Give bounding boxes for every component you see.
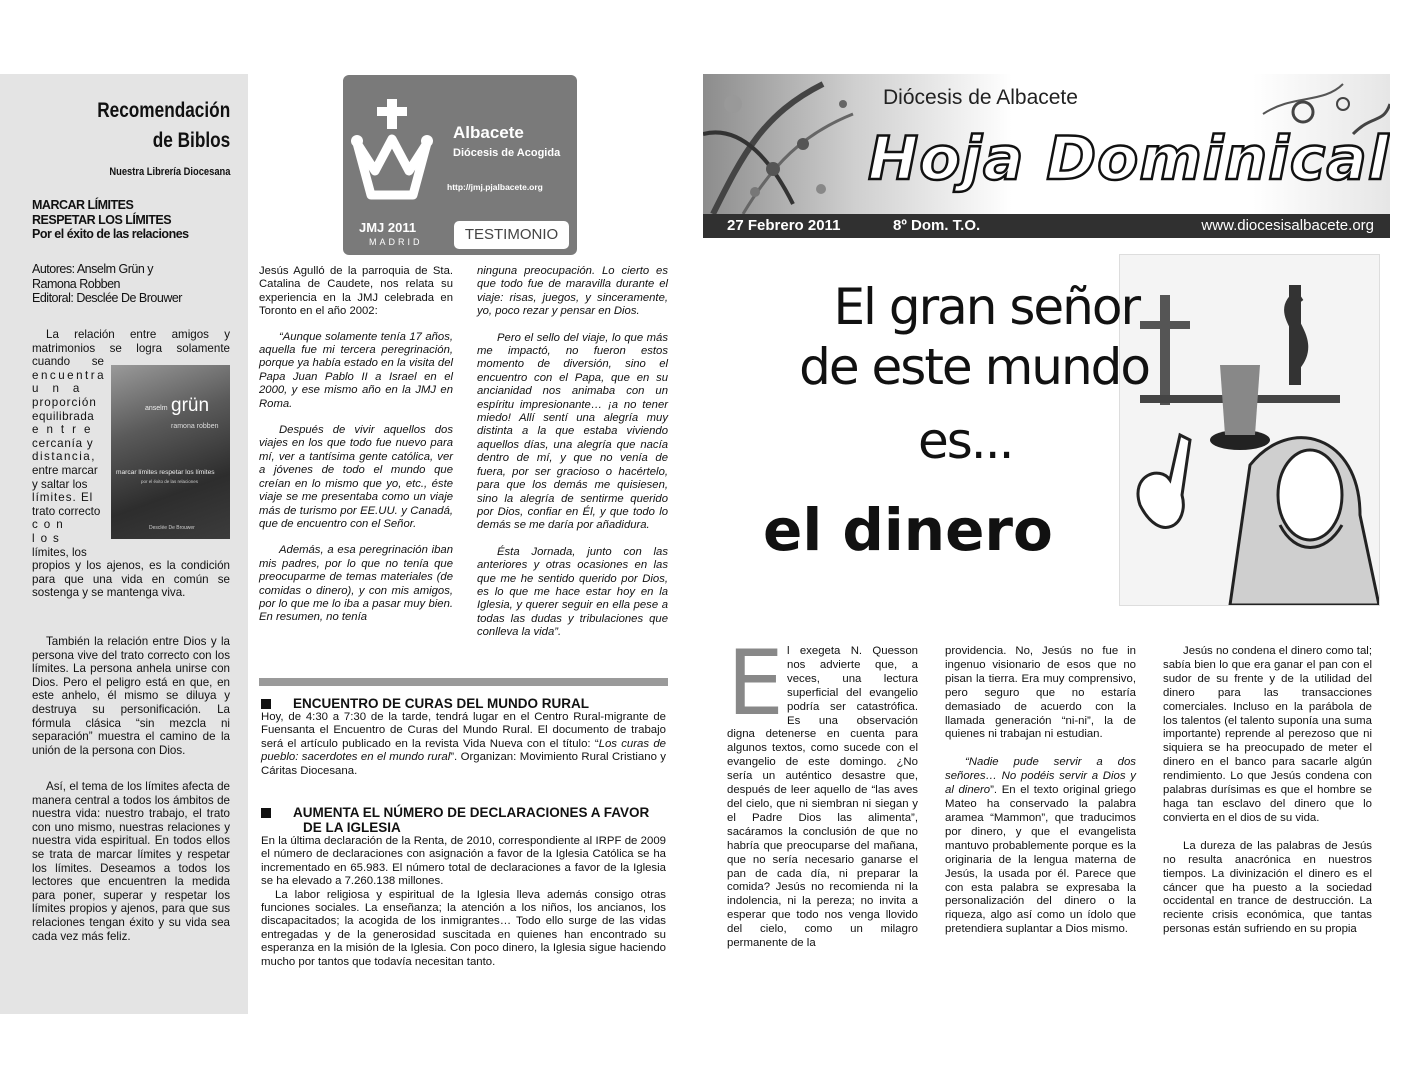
- testimony-paragraph: ninguna preocupación. Lo cierto es que todo fue de maravilla durante el viaje: risas, juegos, y sinceramente, yo, poco rezar y pensar en Dios.: [477, 265, 668, 318]
- jmj-subtitle: Diócesis de Acogida: [453, 147, 561, 159]
- para1-line: límites. El: [32, 491, 94, 505]
- para1-line: matrimonios se logra solamente: [32, 341, 230, 355]
- para1-line: La relación entre amigos y: [46, 328, 230, 341]
- article-line: nos advierte que, a: [787, 658, 918, 671]
- sidebar-title-line1: Recomendación: [96, 99, 230, 122]
- book-title: [32, 198, 189, 242]
- liturgical-sunday: 8º Dom. T.O.: [893, 217, 981, 234]
- sidebar-title-line2: de Biblos: [152, 129, 230, 152]
- jesus-money-illustration: [1119, 254, 1380, 606]
- article-line: podría ser catastrófica.: [787, 700, 918, 713]
- cover-author-small: anselm: [145, 405, 168, 412]
- website-link[interactable]: www.diocesisalbacete.org: [1201, 217, 1374, 234]
- news-text: Hoy, de 4:30 a 7:30 de la tarde, tendrá lugar en el Centro Rural-migrante de Fuensanta el Encuentro de Curas del Mundo Rural. El documento de trabajo será el artículo publicado en la revista Vida Nueva con el título: “: [261, 711, 666, 750]
- para1-line: equilibrada: [32, 409, 95, 423]
- book-title-line2: RESPETAR LOS LÍMITES: [32, 212, 172, 227]
- dropcap: E: [727, 631, 784, 736]
- headline-line1: El gran señor: [833, 278, 1139, 336]
- para1-line: y saltar los: [32, 477, 88, 491]
- news-italic-title: Los curas de pueblo: sacerdotes en el mundo rural: [261, 737, 667, 764]
- section-divider: [259, 678, 668, 686]
- headline-line2: de este mundo: [799, 338, 1149, 396]
- book-credits: [32, 262, 182, 306]
- bullet-square-icon: [261, 699, 271, 709]
- testimony-col1: [259, 265, 453, 638]
- sidebar-paragraph-3: Así, el tema de los límites afecta de manera central a todos los ámbitos de nuestra vida: nuestro trabajo, el trato con uno mismo, nuestras relaciones y nuestra vida espiritual. En todos ellos se trata de marcar límites y respetar los límites. Deseamos a todos los lectores que encuentren la medida para poner, superar y respetar los límites propios y ajenos, para que sus relaciones tengan éxito y su vida sea cada vez más feliz.: [32, 780, 230, 943]
- cover-title: marcar límites respetar los límites: [116, 469, 215, 476]
- testimonio-badge: TESTIMONIO: [454, 221, 569, 249]
- article-paragraph: providencia. No, Jesús no fue in ingenuo visionario de esos que no pisan la tierra. Era muy comprensivo, pero seguro que no estaría demasiado de acuerdo con la llamada generación “ni-ni”, la de quienes ni trabajan ni estudian.: [945, 645, 1136, 741]
- para1-line: una: [32, 382, 94, 396]
- news-title-text: ENCUENTRO DE CURAS DEL MUNDO RURAL: [293, 696, 590, 711]
- news-item-body: [261, 711, 666, 778]
- para1-tail: propios y los ajenos, es la condición para que una vida en común se sostenga y se mantenga viva.: [32, 559, 230, 600]
- bullet-square-icon: [261, 808, 271, 818]
- headline-line3: es...: [918, 412, 1013, 470]
- news-title-text: DE LA IGLESIA: [303, 820, 401, 835]
- jmj-place: MADRID: [369, 237, 423, 247]
- news-item-body: La labor religiosa y espiritual de la Iglesia lleva además consigo otras funciones sociales. La enseñanza; la atención a los niños, los ancianos, los discapacitados; la acogida de los inmigrantes… Todo ello surge de las vidas entregadas y de la generosidad suscitada en quienes han encontrado su esperanza en la misión de la Iglesia. Con poco dinero, la Iglesia sigue haciendo mucho por tantos que todavía necesitan tanto.: [261, 888, 666, 968]
- book-title-line3: Por el éxito de las relaciones: [32, 227, 189, 241]
- article-paragraph: La dureza de las palabras de Jesús no resulta anacrónica en nuestros tiempos. La divinización el dinero es el cáncer que ha puesto a la sociedad occidental en trance de destrucción. La reciente crisis económica, que tantas personas están sufriendo en su propia: [1163, 839, 1372, 936]
- jmj-logo-box: [343, 75, 577, 255]
- cover-subtitle: por el éxito de las relaciones: [141, 479, 199, 484]
- testimony-paragraph: Ésta Jornada, junto con las anteriores y otras ocasiones en las que me he sentido querido por Dios, es lo que me hace estar hoy en la Iglesia, y querer seguir en ella pese a todas las dudas y tribulaciones que conlleva la vida”.: [477, 545, 668, 639]
- masthead-title: Hoja Dominical: [868, 124, 1390, 194]
- article-col2: [945, 645, 1136, 951]
- book-authors-line1: Autores: Anselm Grün y: [32, 262, 154, 276]
- testimony-intro: Jesús Agulló de la parroquia de Sta. Catalina de Caudete, nos relata su experiencia en la JMJ celebrada en Toronto en el año 2002:: [259, 265, 453, 318]
- news-item-declarations: [261, 805, 666, 969]
- article-line: superficial del evangelio: [787, 686, 918, 699]
- testimony-paragraph: Pero el sello del viaje, lo que más me impactó, no fueron estos momento de diversión, sino el encuentro con el Papa, que en su ancianidad nos animaba con un espíritu impresionante… ¡a no tener miedo! Allí sentí una alegría muy distinta a la que estaba viviendo aquellos días, una alegría que nacía dentro de mí, y que no venía de fuera, por ser gracioso o hacértelo, para que los demás me quisiesen, sino la alegría de sentirme querido por Dios, confiar en Él, y que todo lo demás se me daría por añadidura.: [477, 331, 668, 532]
- article-col3: [1163, 645, 1372, 951]
- dropcap-lines: [787, 645, 918, 728]
- para1-line: cercanía y: [32, 436, 94, 450]
- testimony-col2: [477, 265, 668, 653]
- article-col1: [727, 631, 918, 951]
- testimony-paragraph: “Aunque solamente tenía 17 años, aquella fue mi tercera peregrinación, porque ya había estado en la visita del Papa Juan Pablo II a Israel en el 2000, y ese mismo año en la JMJ en Roma.: [259, 330, 453, 410]
- para1-line: proporción: [32, 395, 97, 409]
- article-paragraph: Jesús no condena el dinero como tal; sabía bien lo que era ganar el pan con el sudor de su frente y de la utilidad del dinero para las transacciones comerciales. Incluso en la parábola de los talentos (el talento suponía una suma importante) reprende al perezoso que ni siquiera se ha preocupado de meter el dinero en el banco para sacarle algún rendimiento. Lo que Jesús condena con palabras durísimas es que el hombre se haga tan esclavo del dinero que lo convierta en el dios de su vida.: [1163, 645, 1372, 824]
- headline-line4: el dinero: [763, 496, 1053, 564]
- sidebar-title: [97, 96, 230, 156]
- article-line: l exegeta N. Quesson: [787, 645, 918, 657]
- news-text: ”. Organizan: Movimiento Rural Cristiano y Cáritas Diocesana.: [261, 751, 666, 777]
- news-item-body: En la última declaración de la Renta, de 2010, correspondiente al IRPF de 2009 el número de declaraciones con asignación a favor de la Iglesia Católica se ha incrementado en 65.983. El número total de declaraciones a favor de la Iglesia se ha elevado a 7.260.138 millones.: [261, 835, 666, 888]
- para1-line: entre marcar: [32, 463, 98, 477]
- article-paragraph: [945, 756, 1136, 937]
- news-item-title: [261, 805, 666, 835]
- book-authors-line2: Ramona Robben: [32, 276, 121, 291]
- cover-author-big: grün: [171, 395, 210, 416]
- issue-date: 27 Febrero 2011: [727, 217, 841, 234]
- article-line: Es una observación: [787, 714, 918, 727]
- para1-line: distancia,: [32, 450, 96, 464]
- masthead-banner: [703, 74, 1390, 214]
- masthead-info-bar: [703, 214, 1390, 238]
- book-cover-image: [111, 365, 230, 539]
- para1-line: cuando se: [32, 355, 104, 369]
- para1-line: entre: [32, 423, 99, 437]
- jmj-city: Albacete: [453, 123, 524, 142]
- book-title-line1: MARCAR LÍMITES: [32, 198, 134, 212]
- article-line: veces, una lectura: [787, 672, 918, 685]
- para1-line: límites, los: [32, 545, 87, 559]
- para1-line: trato correcto: [32, 504, 101, 518]
- article-text: ”. En el texto original griego Mateo ha conservado la palabra aramea “Mammon”, que traducimos por dinero, y que el evangelista mantuvo probablemente porque es la originaria de la lengua materna de Jesús, la usada por él. Parece que con esta palabra se expresaba la personalización del dinero o la riqueza, algo así como un ídolo que pretendiera suplantar a Dios mismo.: [945, 784, 1136, 936]
- article-paragraph: digna detenerse en cuenta para algunos textos, como sucede con el evangelio de este domingo. ¿No sería un auténtico desastre que, después de leer aquello de “las aves del cielo, que ni siembran ni siegan y el Padre Dios las alimenta”, sacáramos la conclusión de que no habría que preocuparse del mañana, que no sería necesario ganarse el pan de cada día, ni preparar la comida? Jesús no recomienda ni la indolencia, ni la pereza; no invita a esperar que todo nos venga llovido del cielo, como un milagro permanente de la: [727, 728, 918, 950]
- testimony-paragraph: Además, a esa peregrinación iban mis padres, por lo que no tenía que preocuparme de temas materiales (de comidas o dinero), y con mis amigos, por lo que me lo iba a pasar muy bien. En resumen, no tenía: [259, 544, 453, 624]
- gospel-quote: “Nadie pude servir a dos señores… No podéis servir a Dios y al dinero: [945, 756, 1136, 797]
- cover-publisher: Desclée De Brouwer: [149, 525, 195, 531]
- sidebar-paragraph-2: También la relación entre Dios y la persona vive del trato correcto con los límites. La persona anhela unirse con Dios. Pero el peligro está en que, en este anhelo, él mismo se diluya y destruya su personificación. La fórmula clásica “sin mezcla ni separación” muestra el camino de la unión de la persona con Dios.: [32, 635, 230, 757]
- sidebar-subtitle: Nuestra Librería Diocesana: [108, 166, 230, 178]
- book-publisher: Editoral: Desclée De Brouwer: [32, 291, 182, 305]
- testimony-paragraph: Después de vivir aquellos dos viajes en los que todo fue nuevo para mí, ver a tantísima gente católica, ver a jóvenes de todo el mundo que creían en lo mismo que yo, etc., éste viaje se me presentaba como un viaje más de turismo por EE.UU. y Canadá, que de encuentro con el Señor.: [259, 424, 453, 530]
- cover-coauthor: ramona robben: [171, 423, 219, 430]
- diocese-name: Diócesis de Albacete: [883, 86, 1078, 109]
- news-item-title: [261, 696, 666, 711]
- para1-line: encuentra: [32, 368, 107, 382]
- book-recommendation-sidebar: [0, 74, 248, 1014]
- crown-cross-icon: [349, 95, 435, 219]
- para1-line: con los: [32, 518, 69, 545]
- jmj-event: JMJ 2011: [359, 220, 417, 235]
- news-title-text: AUMENTA EL NÚMERO DE DECLARACIONES A FAVOR: [293, 805, 650, 820]
- jmj-url: http://jmj.pjalbacete.org: [447, 182, 543, 192]
- news-item-rural: [261, 696, 666, 778]
